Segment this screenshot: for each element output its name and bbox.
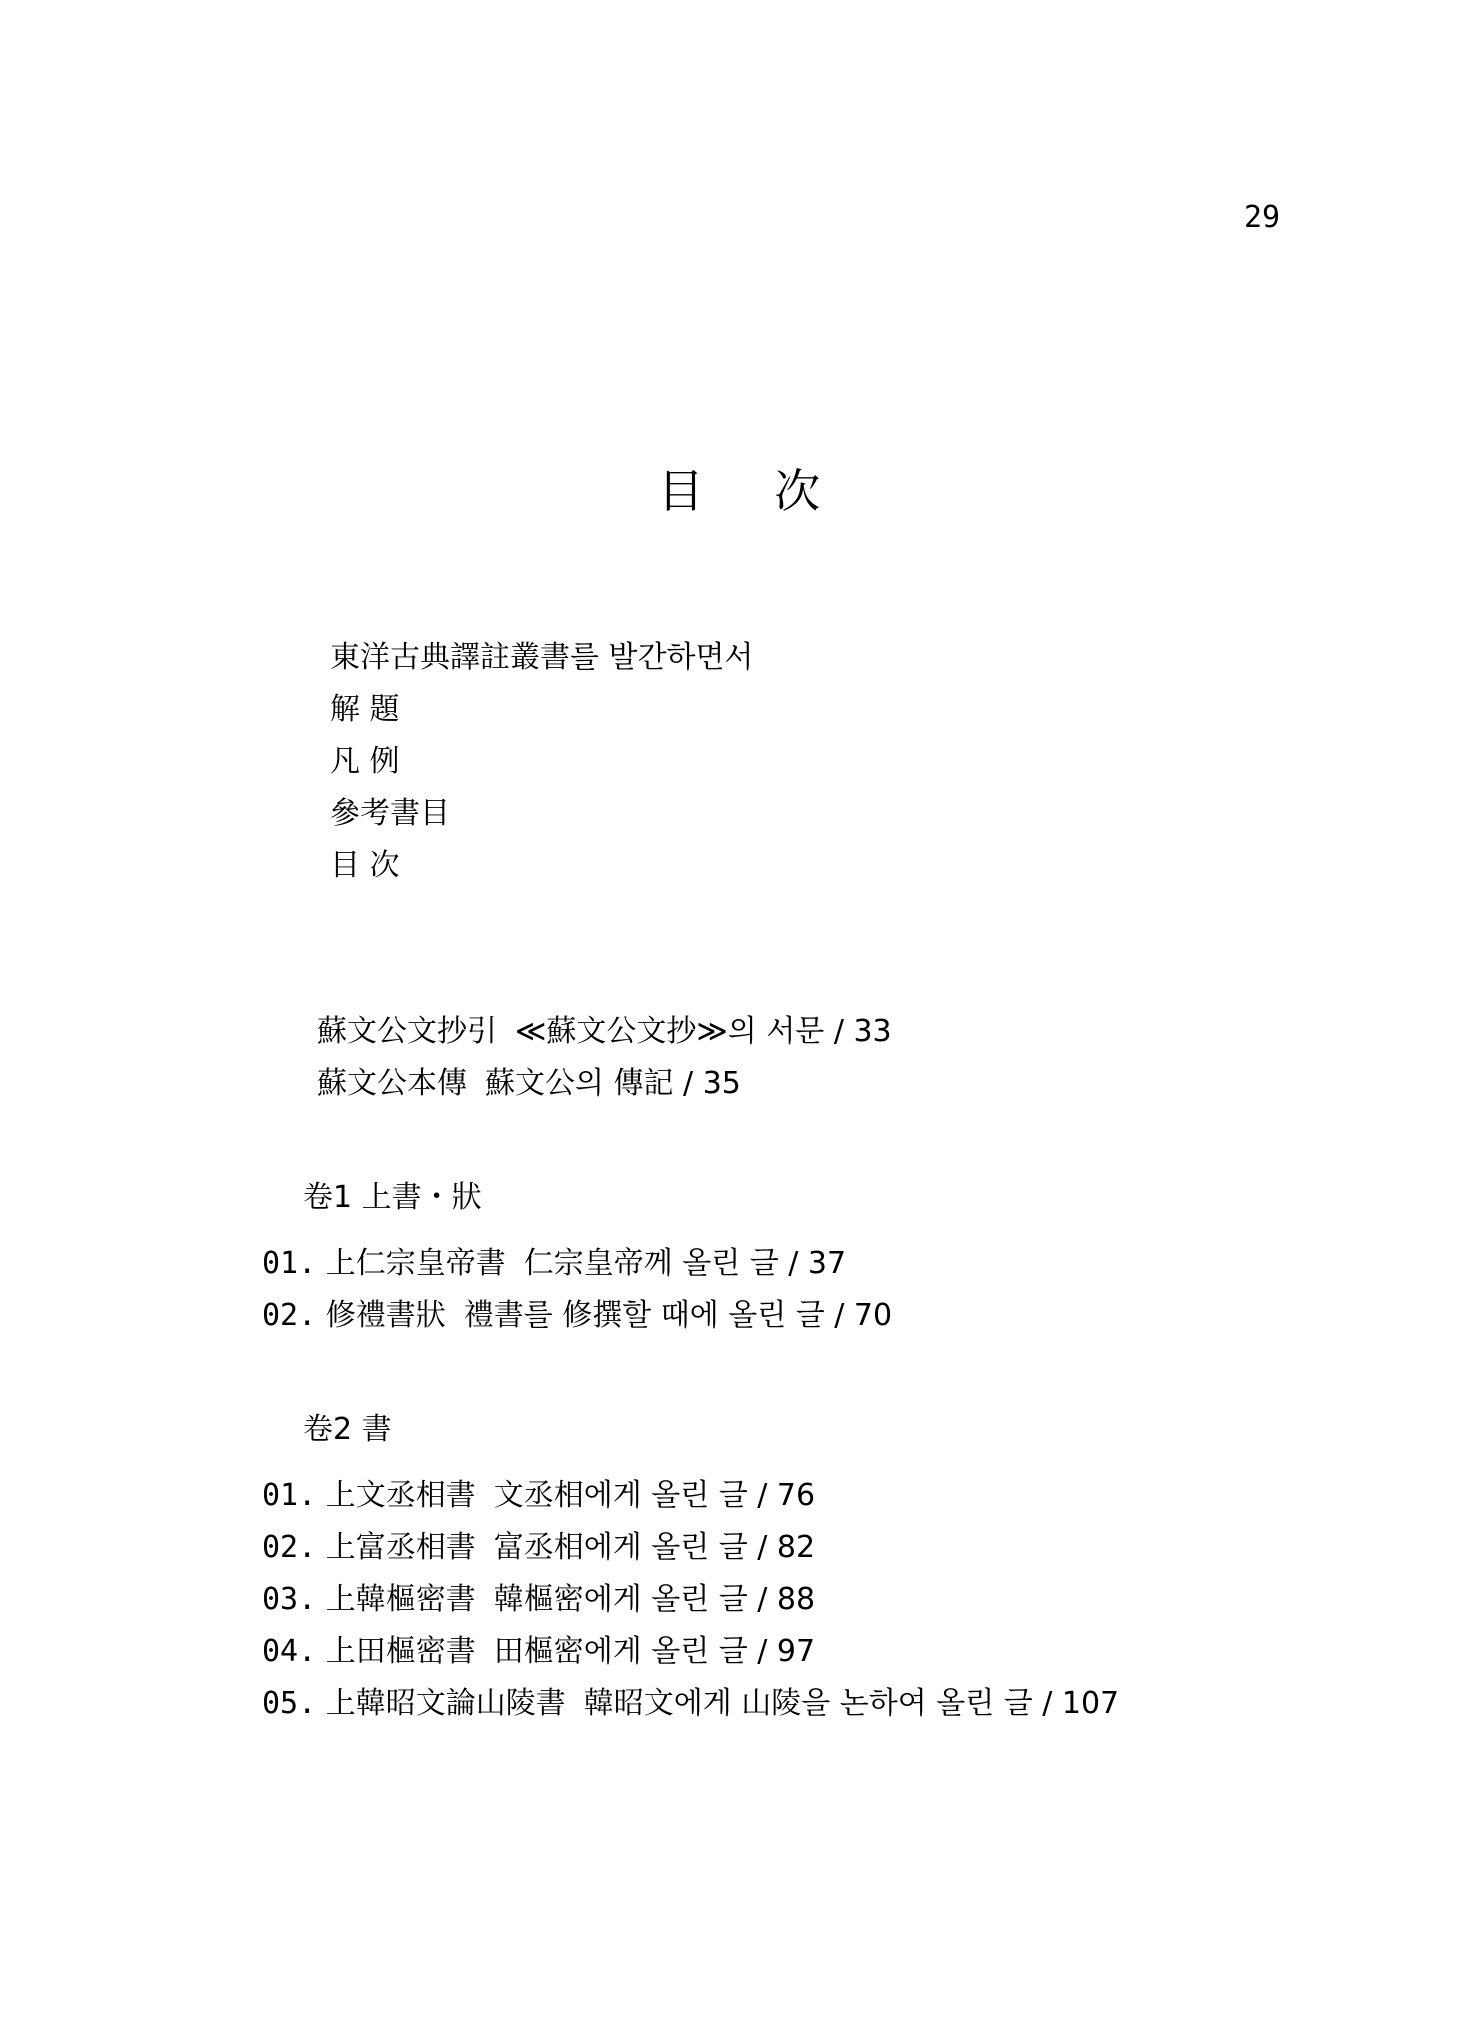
entry-desc: 韓樞密에게 올린 글 / 88 xyxy=(493,1582,816,1617)
entry-title: 上韓昭文論山陵書 xyxy=(325,1686,566,1721)
front-matter-item: 解 題 xyxy=(330,692,400,727)
toc-entry xyxy=(262,1476,815,1516)
toc-entry xyxy=(262,1632,815,1672)
entry-desc: 仁宗皇帝께 올린 글 / 37 xyxy=(523,1246,847,1281)
volume-heading: 卷2 書 xyxy=(303,1412,392,1447)
toc-entry xyxy=(262,1684,1119,1724)
volume-heading: 卷1 上書・狀 xyxy=(303,1180,482,1215)
intro-item xyxy=(317,1064,741,1104)
entry-title: 上田樞密書 xyxy=(325,1634,476,1669)
entry-title: 上仁宗皇帝書 xyxy=(325,1246,506,1281)
entry-title: 上富丞相書 xyxy=(325,1530,476,1565)
front-matter-item: 東洋古典譯註叢書를 발간하면서 xyxy=(330,640,754,675)
intro-item xyxy=(317,1012,892,1052)
entry-title: 上韓樞密書 xyxy=(325,1582,476,1617)
intro-item-title: 蘇文公文抄引 xyxy=(317,1014,497,1049)
entry-number: 03. xyxy=(262,1582,317,1617)
entry-desc: 文丞相에게 올린 글 / 76 xyxy=(493,1478,816,1513)
toc-entry xyxy=(262,1296,892,1336)
intro-item-title: 蘇文公本傳 xyxy=(317,1066,467,1101)
entry-number: 05. xyxy=(262,1686,317,1721)
entry-number: 01. xyxy=(262,1246,317,1281)
entry-number: 01. xyxy=(262,1478,317,1513)
entry-title: 修禮書狀 xyxy=(325,1298,446,1333)
intro-item-desc: 蘇文公의 傳記 / 35 xyxy=(485,1066,741,1101)
intro-item-desc: ≪蘇文公文抄≫의 서문 / 33 xyxy=(515,1014,892,1049)
entry-number: 02. xyxy=(262,1530,317,1565)
entry-desc: 韓昭文에게 山陵을 논하여 올린 글 / 107 xyxy=(583,1686,1120,1721)
toc-entry xyxy=(262,1528,815,1568)
entry-number: 04. xyxy=(262,1634,317,1669)
front-matter-item: 參考書目 xyxy=(330,796,450,831)
entry-desc: 富丞相에게 올린 글 / 82 xyxy=(493,1530,816,1565)
toc-entry xyxy=(262,1580,815,1620)
toc-entry xyxy=(262,1244,846,1284)
entry-desc: 田樞密에게 올린 글 / 97 xyxy=(493,1634,816,1669)
entry-number: 02. xyxy=(262,1298,317,1333)
page-title: 目 次 xyxy=(657,464,849,518)
entry-title: 上文丞相書 xyxy=(325,1478,476,1513)
page-number: 29 xyxy=(1244,200,1281,235)
front-matter-item: 凡 例 xyxy=(330,744,400,779)
entry-desc: 禮書를 修撰할 때에 올린 글 / 70 xyxy=(463,1298,893,1333)
front-matter-item: 目 次 xyxy=(330,848,400,883)
